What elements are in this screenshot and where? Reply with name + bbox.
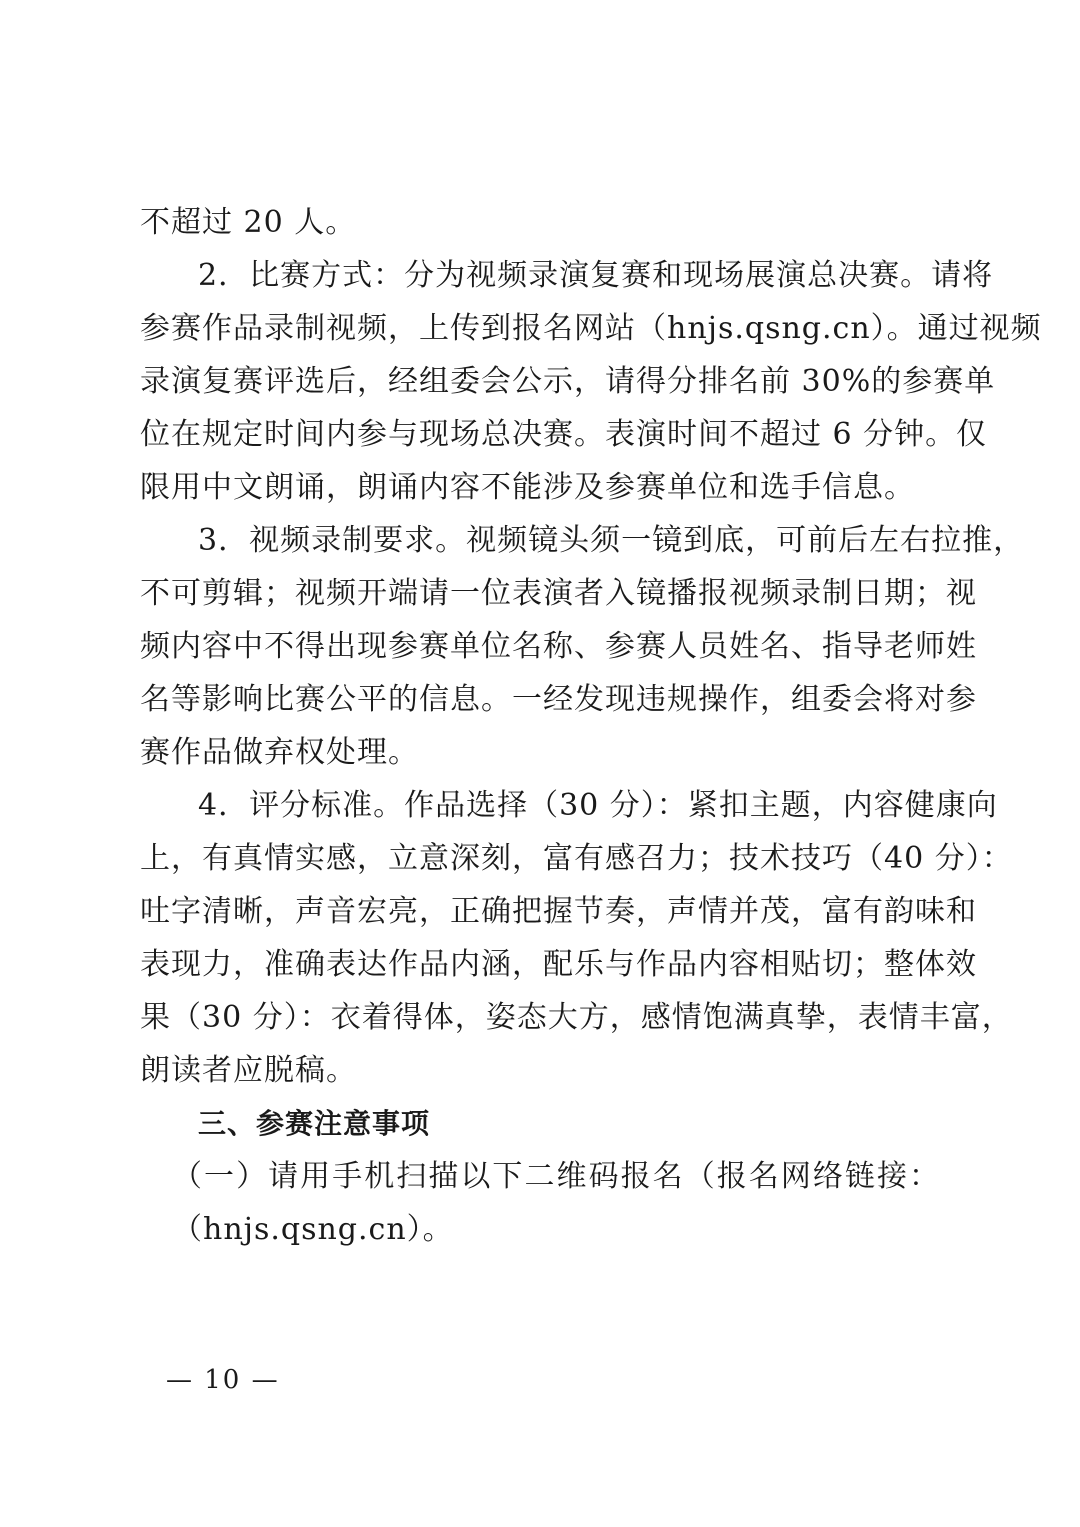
body-line: 限用中文朗诵，朗诵内容不能涉及参赛单位和选手信息。 <box>140 470 915 505</box>
body-line: 名等影响比赛公平的信息。一经发现违规操作，组委会将对参 <box>140 682 977 717</box>
body-line: 吐字清晰，声音宏亮，正确把握节奏，声情并茂，富有韵味和 <box>140 894 977 929</box>
body-line: 赛作品做弃权处理。 <box>140 735 419 770</box>
item-3-heading-line: 3．视频录制要求。视频镜头须一镜到底，可前后左右拉推， <box>198 523 1025 558</box>
body-line: 朗读者应脱稿。 <box>140 1053 357 1088</box>
body-line: 表现力，准确表达作品内涵，配乐与作品内容相贴切；整体效 <box>140 947 977 982</box>
body-line: 不可剪辑；视频开端请一位表演者入镜播报视频录制日期；视 <box>140 576 977 611</box>
item-4-heading-line: 4．评分标准。作品选择（30 分）：紧扣主题，内容健康向 <box>198 788 998 823</box>
body-line: 上，有真情实感，立意深刻，富有感召力；技术技巧（40 分）： <box>140 841 1013 876</box>
body-line: 录演复赛评选后，经组委会公示，请得分排名前 30%的参赛单 <box>140 364 996 399</box>
body-line: （一）请用手机扫描以下二维码报名（报名网络链接： <box>172 1159 940 1194</box>
item-2-heading-line: 2．比赛方式：分为视频录演复赛和现场展演总决赛。请将 <box>198 258 994 293</box>
registration-link: （hnjs.qsng.cn）。 <box>172 1212 454 1247</box>
page-number: — 10 — <box>166 1365 280 1395</box>
body-line: 频内容中不得出现参赛单位名称、参赛人员姓名、指导老师姓 <box>140 629 977 664</box>
body-line: 果（30 分）：衣着得体，姿态大方，感情饱满真挚，表情丰富， <box>140 1000 1013 1035</box>
body-line: 不超过 20 人。 <box>140 205 357 240</box>
section-heading: 三、参赛注意事项 <box>198 1107 431 1140</box>
body-line: 参赛作品录制视频，上传到报名网站（hnjs.qsng.cn）。通过视频 <box>140 311 1042 346</box>
body-line: 位在规定时间内参与现场总决赛。表演时间不超过 6 分钟。仅 <box>140 417 988 452</box>
